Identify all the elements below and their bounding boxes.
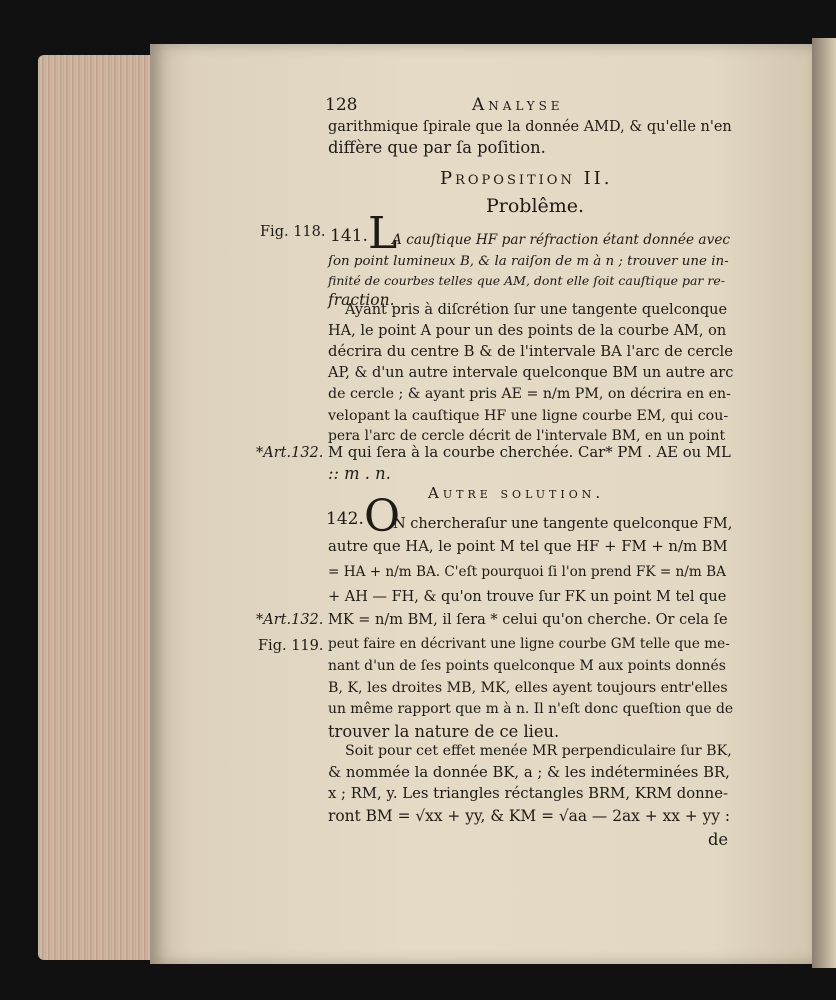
text-line: trouver la nature de ce lieu.: [328, 722, 560, 741]
article-number: 142.: [326, 509, 364, 529]
text-line: fraction.: [328, 291, 395, 309]
text-line: HA, le point A pour un des points de la courbe AM, on: [328, 323, 727, 339]
margin-note-art: *Art.132.: [256, 612, 324, 628]
margin-note-fig: Fig. 118.: [260, 224, 326, 240]
facing-page-edge: [812, 38, 836, 968]
proposition-heading: Proposition II.: [440, 168, 613, 189]
text-line: & nommée la donnée BK, a ; & les indéterminées BR,: [328, 764, 730, 781]
text-line: = HA + n/m BA. C'eſt pourquoi ſi l'on prend FK = n/m BA: [328, 564, 726, 580]
problem-heading: Problême.: [486, 195, 585, 217]
margin-note-art: *Art.132.: [256, 445, 324, 461]
text-line: finité de courbes telles que AM, dont elle ſoit cauſtique par re-: [328, 273, 725, 288]
text-line: nant d'un de ſes points quelconque M aux points donnés: [328, 658, 726, 674]
autre-solution-heading: Autre solution.: [428, 484, 605, 502]
text-line: ſon point lumineux B, & la raiſon de m à n ; trouver une in-: [328, 254, 729, 269]
text-line: x ; RM, y. Les triangles réctangles BRM, KRM donne-: [328, 785, 728, 802]
text-line: Ayant pris à diſcrétion ſur une tangente quelconque: [345, 302, 728, 318]
text-line: autre que HA, le point M tel que HF + FM + n/m BM: [328, 538, 728, 555]
text-line: garithmique ſpirale que la donnée AMD, & qu'elle n'en: [328, 119, 732, 135]
text-line: Soit pour cet effet menée MR perpendiculaire ſur BK,: [345, 743, 732, 759]
text-line: un même rapport que m à n. Il n'eſt donc queſtion que de: [328, 701, 734, 717]
text-line: B, K, les droites MB, MK, elles ayent toujours entr'elles: [328, 680, 728, 696]
running-title: Analyse: [472, 95, 564, 115]
drop-cap-letter: L: [368, 208, 398, 259]
text-line: de cercle ; & ayant pris AE = n/m PM, on décrira en en-: [328, 386, 731, 402]
text-line: M qui ſera à la courbe cherchée. Car* PM . AE ou ML: [328, 444, 731, 461]
text-line: :: m . n.: [328, 464, 391, 483]
article-number: 141.: [330, 226, 368, 246]
text-line: AP, & d'un autre intervale quelconque BM un autre arc: [328, 365, 734, 381]
text-line: MK = n/m BM, il ſera * celui qu'on cherche. Or cela ſe: [328, 612, 728, 628]
text-line: + AH — FH, & qu'on trouve ſur FK un point M tel que: [328, 589, 727, 605]
text-line: ront BM = √xx + yy, & KM = √aa — 2ax + xx + yy :: [328, 807, 731, 825]
text-line: décrira du centre B & de l'intervale BA l'arc de cercle: [328, 343, 734, 360]
text-line: peut faire en décrivant une ligne courbe GM telle que me-: [328, 636, 730, 652]
text-line: pera l'arc de cercle décrit de l'intervale BM, en un point: [328, 428, 726, 444]
text-line: A cauſtique HF par réfraction étant donnée avec: [392, 232, 731, 248]
page-number: 128: [325, 95, 358, 115]
drop-cap-letter: O: [364, 491, 401, 542]
catchword: de: [708, 830, 729, 849]
page-block-edge: [38, 55, 158, 960]
text-line: velopant la cauſtique HF une ligne courbe EM, qui cou-: [328, 408, 729, 424]
text-line: N chercheraſur une tangente quelconque FM,: [393, 516, 733, 532]
margin-note-fig: Fig. 119.: [258, 638, 324, 654]
text-line: diffère que par ſa poſition.: [328, 138, 546, 157]
